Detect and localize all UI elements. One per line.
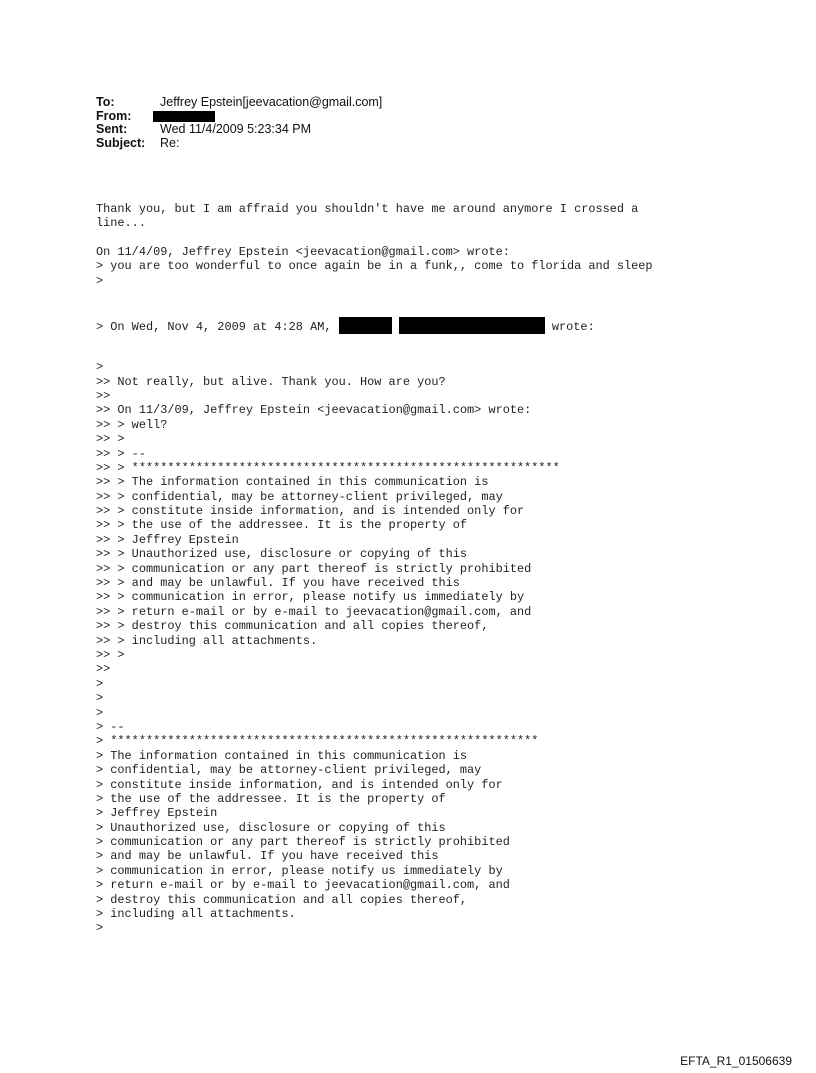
sender-name-redaction — [339, 317, 392, 334]
body-line: > communication or any part thereof is strictly prohibited — [96, 835, 510, 850]
body-line: >> > -- — [96, 446, 146, 461]
body-line: >> > destroy this communication and all copies thereof, — [96, 619, 489, 634]
body-line: >> — [96, 388, 111, 403]
body-line: >> > Jeffrey Epstein — [96, 532, 239, 547]
body-line: >> > return e-mail or by e-mail to jeevacation@gmail.com, and — [96, 604, 532, 619]
body-line: > and may be unlawful. If you have received this — [96, 849, 439, 864]
sent-label: Sent: — [96, 122, 128, 136]
body-line: > -- — [96, 719, 125, 734]
body-line: >> — [96, 662, 111, 677]
body-line: >> > — [96, 432, 125, 447]
sender-email-redaction — [399, 317, 545, 334]
wrote-line-prefix: > On Wed, Nov 4, 2009 at 4:28 AM, — [96, 319, 339, 334]
body-line: >> > Unauthorized use, disclosure or copying of this — [96, 547, 468, 562]
body-line — [96, 231, 653, 245]
wrote-line-suffix: wrote: — [544, 319, 595, 334]
body-line: >> > confidential, may be attorney-client privileged, may — [96, 489, 503, 504]
body-line: > Unauthorized use, disclosure or copying of this — [96, 820, 446, 835]
to-label: To: — [96, 95, 115, 109]
body-line: line... — [96, 216, 146, 231]
document-id: EFTA_R1_01506639 — [680, 1054, 792, 1068]
body-line: >> > well? — [96, 417, 168, 432]
body-line: >> On 11/3/09, Jeffrey Epstein <jeevacation@gmail.com> wrote: — [96, 403, 532, 418]
body-line: > return e-mail or by e-mail to jeevacation@gmail.com, and — [96, 878, 510, 893]
body-line: >> > communication in error, please notify us immediately by — [96, 590, 525, 605]
body-line: > — [96, 921, 104, 936]
from-label: From: — [96, 108, 132, 123]
body-line: > — [96, 273, 104, 288]
body-line: On 11/4/09, Jeffrey Epstein <jeevacation@gmail.com> wrote: — [96, 244, 510, 259]
sent-value: Wed 11/4/2009 5:23:34 PM — [160, 122, 312, 136]
body-line: > — [96, 705, 104, 720]
subject-value: Re: — [160, 135, 180, 150]
body-line: > confidential, may be attorney-client privileged, may — [96, 763, 482, 778]
body-line: > communication in error, please notify us immediately by — [96, 863, 503, 878]
email-body — [96, 173, 653, 965]
body-line: > — [96, 691, 104, 706]
to-value: Jeffrey Epstein[jeevacation@gmail.com] — [160, 95, 383, 109]
body-line: > constitute inside information, and is intended only for — [96, 777, 503, 792]
subject-label: Subject: — [96, 135, 146, 150]
body-line: >> > ************************************************************ — [96, 460, 560, 475]
body-line: >> > communication or any part thereof is strictly prohibited — [96, 561, 532, 576]
body-line: >> > including all attachments. — [96, 633, 318, 648]
body-line: > — [96, 360, 104, 375]
body-line: Thank you, but I am affraid you shouldn't have me around anymore I crossed a — [96, 201, 639, 216]
body-line: > The information contained in this communication is — [96, 748, 468, 763]
body-line: >> > and may be unlawful. If you have received this — [96, 576, 460, 591]
body-line: >> > The information contained in this communication is — [96, 475, 489, 490]
body-line: > including all attachments. — [96, 907, 296, 922]
body-line: > — [96, 676, 104, 691]
body-lines-top — [96, 202, 653, 288]
body-line: > Jeffrey Epstein — [96, 806, 218, 821]
body-line: >> Not really, but alive. Thank you. How are you? — [96, 374, 446, 389]
from-redaction — [153, 111, 215, 122]
body-line: > you are too wonderful to once again be in a funk,, come to florida and sleep — [96, 259, 653, 274]
body-lines-quoted — [96, 360, 653, 936]
body-line: >> > — [96, 647, 125, 662]
body-line: > ************************************************************ — [96, 734, 539, 749]
body-line: >> > constitute inside information, and is intended only for — [96, 504, 525, 519]
body-line: > destroy this communication and all copies thereof, — [96, 892, 468, 907]
body-line: > the use of the addressee. It is the property of — [96, 791, 446, 806]
wrote-line — [96, 317, 653, 334]
body-line: >> > the use of the addressee. It is the property of — [96, 518, 468, 533]
